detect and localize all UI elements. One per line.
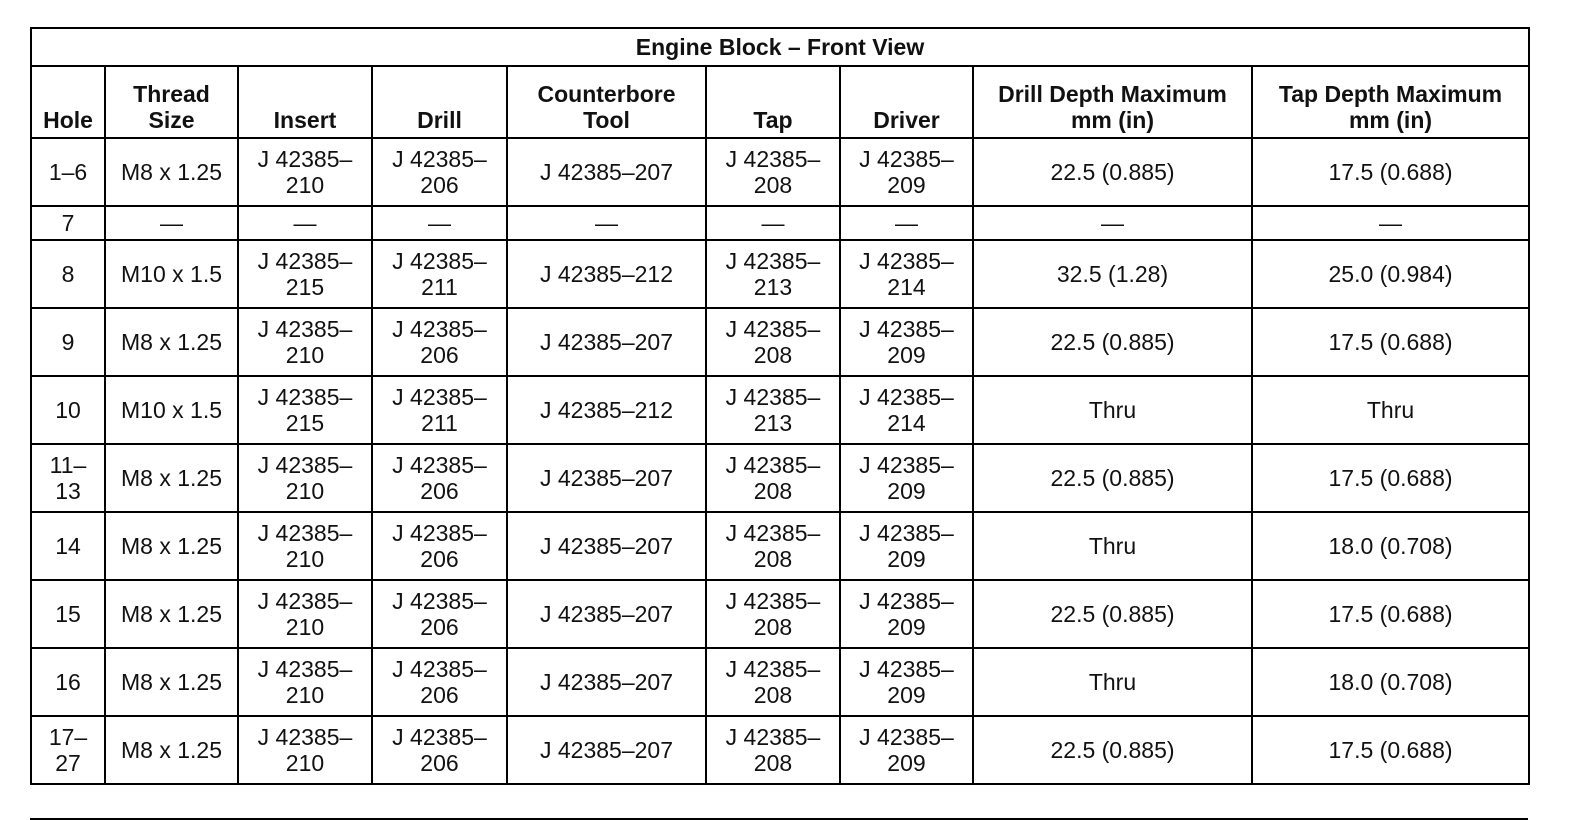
column-header-label: Counterbore Tool <box>537 81 676 133</box>
cell-counterbore-tool <box>507 716 706 784</box>
cell-value: J 42385–207 <box>539 737 673 763</box>
cell-thread-size <box>105 308 238 376</box>
cell-value: J 42385–207 <box>539 465 673 491</box>
cell-tap-depth <box>1252 580 1529 648</box>
column-header-label: Thread Size <box>133 81 210 133</box>
cell-value: M8 x 1.25 <box>121 601 222 627</box>
cell-value: J 42385– 208 <box>725 520 821 572</box>
cell-value: J 42385– 206 <box>392 452 487 504</box>
cell-value: M8 x 1.25 <box>121 329 222 355</box>
cell-tap <box>706 138 840 206</box>
cell-insert <box>238 376 372 444</box>
table-row <box>31 206 1529 240</box>
cell-hole <box>31 512 105 580</box>
cell-drill <box>372 648 507 716</box>
cell-thread-size <box>105 376 238 444</box>
cell-drill <box>372 308 507 376</box>
cell-tap-depth <box>1252 716 1529 784</box>
cell-value: J 42385– 209 <box>859 520 954 572</box>
cell-value: J 42385– 208 <box>725 588 821 640</box>
cell-tap <box>706 240 840 308</box>
cell-counterbore-tool <box>507 240 706 308</box>
cell-drill-depth <box>973 512 1252 580</box>
cell-value: — <box>1101 210 1124 236</box>
cell-thread-size <box>105 580 238 648</box>
cell-tap-depth <box>1252 138 1529 206</box>
cell-value: 10 <box>55 397 81 423</box>
table-row <box>31 240 1529 308</box>
cell-value: J 42385–212 <box>539 397 673 423</box>
cell-value: M8 x 1.25 <box>121 669 222 695</box>
cell-driver <box>840 648 973 716</box>
cell-value: M8 x 1.25 <box>121 159 222 185</box>
cell-value: 15 <box>55 601 81 627</box>
cell-driver <box>840 716 973 784</box>
cell-value: J 42385– 209 <box>859 588 954 640</box>
cell-value: 1–6 <box>48 159 88 185</box>
cell-value: J 42385– 206 <box>392 724 487 776</box>
cell-drill <box>372 512 507 580</box>
cell-drill-depth <box>973 308 1252 376</box>
cell-tap <box>706 716 840 784</box>
cell-value: J 42385– 210 <box>257 146 353 198</box>
cell-value: J 42385– 206 <box>392 588 487 640</box>
column-header-driver <box>840 66 973 138</box>
cell-value: M8 x 1.25 <box>121 465 222 491</box>
cell-tap-depth <box>1252 308 1529 376</box>
column-header-label: Drill <box>417 107 462 133</box>
cell-value: J 42385– 211 <box>392 384 487 436</box>
cell-value: J 42385–212 <box>539 261 673 287</box>
cell-value: 17.5 (0.688) <box>1328 329 1453 355</box>
cell-value: M8 x 1.25 <box>121 737 222 763</box>
cell-value: — <box>160 210 183 236</box>
cell-value: J 42385– 206 <box>392 316 487 368</box>
cell-value: J 42385–207 <box>539 159 673 185</box>
cell-thread-size <box>105 138 238 206</box>
column-header-label: Driver <box>873 107 940 133</box>
cell-value: 22.5 (0.885) <box>1050 737 1175 763</box>
cell-hole <box>31 648 105 716</box>
cell-thread-size <box>105 648 238 716</box>
cell-value: J 42385– 210 <box>257 588 353 640</box>
cell-value: J 42385– 210 <box>257 724 353 776</box>
cell-value: J 42385– 214 <box>859 384 954 436</box>
cell-value: J 42385– 215 <box>257 384 353 436</box>
table-row <box>31 444 1529 512</box>
cell-tap <box>706 648 840 716</box>
cell-counterbore-tool <box>507 206 706 240</box>
cell-tap-depth <box>1252 206 1529 240</box>
cell-counterbore-tool <box>507 512 706 580</box>
cell-thread-size <box>105 512 238 580</box>
column-header-drill-depth <box>973 66 1252 138</box>
cell-value: M8 x 1.25 <box>121 533 222 559</box>
column-header-counterbore-tool <box>507 66 706 138</box>
cell-thread-size <box>105 716 238 784</box>
cell-tap-depth <box>1252 648 1529 716</box>
cell-value: Thru <box>1088 533 1137 559</box>
cell-value: J 42385–207 <box>539 329 673 355</box>
cell-insert <box>238 206 372 240</box>
cell-driver <box>840 206 973 240</box>
cell-counterbore-tool <box>507 376 706 444</box>
cell-value: J 42385– 208 <box>725 316 821 368</box>
column-header-label: Tap <box>753 107 793 133</box>
cell-value: J 42385– 214 <box>859 248 954 300</box>
cell-value: — <box>1379 210 1403 236</box>
table-row <box>31 716 1529 784</box>
cell-insert <box>238 580 372 648</box>
cell-insert <box>238 716 372 784</box>
cell-value: 8 <box>61 261 75 287</box>
cell-value: 22.5 (0.885) <box>1050 465 1175 491</box>
cell-value: 18.0 (0.708) <box>1328 669 1453 695</box>
cell-counterbore-tool <box>507 444 706 512</box>
cell-tap <box>706 580 840 648</box>
cell-counterbore-tool <box>507 138 706 206</box>
cell-value: J 42385– 215 <box>257 248 353 300</box>
cell-drill-depth <box>973 138 1252 206</box>
cell-value: — <box>761 210 785 236</box>
table-row <box>31 376 1529 444</box>
cell-value: J 42385– 208 <box>725 146 821 198</box>
cell-insert <box>238 648 372 716</box>
cell-value: 7 <box>61 210 75 236</box>
cell-value: J 42385– 213 <box>725 248 821 300</box>
cell-thread-size <box>105 240 238 308</box>
column-header-thread-size <box>105 66 238 138</box>
column-header-insert <box>238 66 372 138</box>
cell-value: J 42385– 210 <box>257 452 353 504</box>
cell-tap <box>706 512 840 580</box>
cell-value: 17.5 (0.688) <box>1328 159 1453 185</box>
cell-driver <box>840 240 973 308</box>
cell-hole <box>31 580 105 648</box>
cell-value: J 42385– 206 <box>392 520 487 572</box>
cell-value: 17.5 (0.688) <box>1328 465 1453 491</box>
cell-value: J 42385– 208 <box>725 452 821 504</box>
cell-value: J 42385– 210 <box>257 520 353 572</box>
cell-value: 22.5 (0.885) <box>1050 329 1175 355</box>
cell-tap <box>706 206 840 240</box>
cell-value: 14 <box>55 533 81 559</box>
cell-insert <box>238 308 372 376</box>
cell-tap-depth <box>1252 376 1529 444</box>
cell-value: 32.5 (1.28) <box>1056 261 1169 287</box>
column-header-label: Drill Depth Maximum mm (in) <box>998 81 1227 133</box>
cell-drill-depth <box>973 648 1252 716</box>
cell-drill-depth <box>973 206 1252 240</box>
cell-insert <box>238 512 372 580</box>
cell-hole <box>31 376 105 444</box>
cell-value: J 42385– 209 <box>859 146 954 198</box>
cell-value: 22.5 (0.885) <box>1050 601 1175 627</box>
cell-value: Thru <box>1088 397 1137 423</box>
cell-drill <box>372 444 507 512</box>
cell-hole <box>31 206 105 240</box>
cell-driver <box>840 308 973 376</box>
cell-tap <box>706 376 840 444</box>
cell-value: J 42385– 213 <box>725 384 821 436</box>
cell-value: — <box>595 210 618 236</box>
cell-drill-depth <box>973 376 1252 444</box>
column-header-drill <box>372 66 507 138</box>
cell-value: 16 <box>55 669 81 695</box>
column-header-label: Insert <box>273 107 337 133</box>
cell-tap-depth <box>1252 512 1529 580</box>
cell-tap <box>706 444 840 512</box>
table-row <box>31 308 1529 376</box>
cell-insert <box>238 138 372 206</box>
cell-value: J 42385– 209 <box>859 724 954 776</box>
cell-value: 17– 27 <box>48 724 88 776</box>
cell-value: J 42385– 209 <box>859 656 954 708</box>
cell-value: — <box>428 210 451 236</box>
table-row <box>31 580 1529 648</box>
cell-value: Thru <box>1366 397 1415 423</box>
cell-value: 17.5 (0.688) <box>1328 737 1453 763</box>
cell-drill <box>372 716 507 784</box>
cell-drill-depth <box>973 716 1252 784</box>
cell-counterbore-tool <box>507 580 706 648</box>
cell-counterbore-tool <box>507 648 706 716</box>
cell-value: J 42385– 211 <box>392 248 487 300</box>
cell-value: J 42385–207 <box>539 601 673 627</box>
cell-drill <box>372 580 507 648</box>
column-header-tap-depth <box>1252 66 1529 138</box>
cell-thread-size <box>105 206 238 240</box>
cell-value: 9 <box>61 329 75 355</box>
cell-value: 18.0 (0.708) <box>1328 533 1453 559</box>
cell-hole <box>31 138 105 206</box>
cell-drill <box>372 376 507 444</box>
cell-insert <box>238 240 372 308</box>
cell-drill-depth <box>973 444 1252 512</box>
cell-drill <box>372 206 507 240</box>
cell-drill <box>372 138 507 206</box>
cell-value: 25.0 (0.984) <box>1328 261 1453 287</box>
table-row <box>31 512 1529 580</box>
table-row <box>31 138 1529 206</box>
cell-value: J 42385– 208 <box>725 656 821 708</box>
table-row <box>31 648 1529 716</box>
cell-drill-depth <box>973 580 1252 648</box>
cell-value: — <box>895 210 918 236</box>
cell-driver <box>840 444 973 512</box>
cell-value: M10 x 1.5 <box>121 261 222 287</box>
cell-tap <box>706 308 840 376</box>
cell-thread-size <box>105 444 238 512</box>
cell-counterbore-tool <box>507 308 706 376</box>
column-header-row <box>31 66 1529 138</box>
engine-block-table <box>30 27 1530 785</box>
cell-driver <box>840 138 973 206</box>
column-header-label: Tap Depth Maximum mm (in) <box>1278 81 1503 133</box>
cell-value: J 42385– 209 <box>859 452 954 504</box>
table-body <box>31 138 1529 784</box>
cell-drill <box>372 240 507 308</box>
cell-drill-depth <box>973 240 1252 308</box>
column-header-hole <box>31 66 105 138</box>
cell-driver <box>840 580 973 648</box>
cell-value: 17.5 (0.688) <box>1328 601 1453 627</box>
cell-value: J 42385–207 <box>539 533 673 559</box>
cell-value: 11– 13 <box>49 452 87 504</box>
cell-driver <box>840 376 973 444</box>
cell-hole <box>31 240 105 308</box>
cell-value: 22.5 (0.885) <box>1050 159 1175 185</box>
table-title-row <box>31 28 1529 66</box>
column-header-label: Hole <box>43 107 93 133</box>
column-header-tap <box>706 66 840 138</box>
cell-hole <box>31 716 105 784</box>
cell-tap-depth <box>1252 240 1529 308</box>
cell-value: M10 x 1.5 <box>121 397 222 423</box>
cell-value: J 42385– 206 <box>392 656 487 708</box>
cell-driver <box>840 512 973 580</box>
cell-hole <box>31 308 105 376</box>
cell-value: J 42385– 208 <box>725 724 821 776</box>
table-title: Engine Block – Front View <box>31 28 1529 66</box>
cell-value: J 42385– 210 <box>257 316 353 368</box>
cell-tap-depth <box>1252 444 1529 512</box>
cell-value: Thru <box>1088 669 1137 695</box>
cell-hole <box>31 444 105 512</box>
cell-value: — <box>293 210 317 236</box>
cell-value: J 42385– 209 <box>859 316 954 368</box>
cell-value: J 42385– 210 <box>257 656 353 708</box>
cell-value: J 42385– 206 <box>392 146 487 198</box>
cell-insert <box>238 444 372 512</box>
cell-value: J 42385–207 <box>539 669 673 695</box>
